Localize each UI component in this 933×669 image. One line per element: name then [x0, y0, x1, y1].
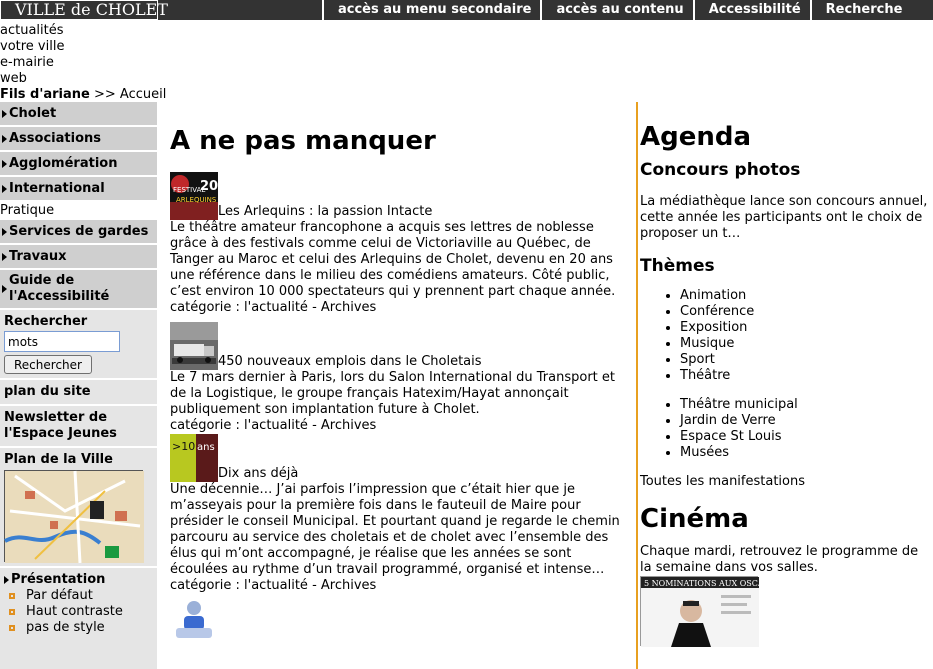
venue-item[interactable]: • Théâtre municipal: [680, 397, 933, 413]
quick-link-news[interactable]: actualités: [0, 23, 64, 38]
themes-title: Thèmes: [640, 256, 715, 276]
svg-text:ans: ans: [197, 442, 215, 453]
city-map-image[interactable]: [4, 470, 143, 562]
presentation-option-label: Par défaut: [26, 588, 93, 603]
news-category[interactable]: catégorie : l'actualité - Archives: [170, 418, 377, 433]
trucks-photo-icon: [170, 322, 218, 370]
top-bar: [0, 0, 933, 20]
square-bullet-icon: [9, 625, 15, 631]
theme-item[interactable]: • Théâtre: [680, 368, 933, 384]
presentation-options: [4, 588, 153, 636]
agenda-title: Agenda: [640, 122, 752, 152]
sidebar-item-label: Agglomération: [9, 156, 118, 171]
newsletter-block: [0, 406, 157, 448]
news-thumbnail[interactable]: [170, 434, 218, 482]
presentation-option[interactable]: [9, 588, 153, 604]
newsletter-link[interactable]: Newsletter de l'Espace Jeunes: [4, 410, 117, 441]
theme-item[interactable]: • Animation: [680, 288, 933, 304]
sidebar-label-pratique: Pratique: [0, 202, 157, 220]
svg-text:>10: >10: [172, 440, 196, 453]
theme-item[interactable]: • Exposition: [680, 320, 933, 336]
presentation-title: [4, 572, 153, 588]
news-item: [170, 322, 628, 434]
arrow-right-icon: [2, 253, 7, 261]
breadcrumb-separator: >>: [93, 87, 116, 102]
cinema-title: Cinéma: [640, 504, 749, 534]
site-logo[interactable]: VILLE de CHOLET: [0, 0, 158, 20]
festival-poster-icon: [170, 172, 218, 220]
link-content[interactable]: accès au contenu: [540, 0, 692, 20]
venue-item[interactable]: • Musées: [680, 445, 933, 461]
news-body: Le théâtre amateur francophone a acquis ses lettres de noblesse grâce à des festivals comme celui de Victoriaville au Québec, de Tanger au Maroc et celui des Arlequins de Cholet, devenu en 20 ans une référence dans le milieu des comédiens amateurs. Côté public, c’est environ 10 000 spectateurs qui y prennent part chaque année.: [170, 220, 616, 299]
sidebar-item-label: Associations: [9, 131, 101, 146]
news-item: [170, 594, 628, 642]
svg-text:ARLEQUINS: ARLEQUINS: [176, 196, 217, 204]
main-content: [170, 102, 628, 642]
sidebar-item-label: International: [9, 181, 105, 196]
poster-headline: 5 NOMINATIONS AUX OSCARS: [644, 579, 776, 588]
news-item: [170, 172, 628, 316]
movie-poster-icon: [641, 577, 776, 647]
breadcrumb-current: Accueil: [119, 87, 167, 102]
sidebar-item-travaux[interactable]: [0, 245, 157, 270]
city-map-block: [0, 448, 157, 568]
news-thumbnail[interactable]: [170, 322, 218, 370]
arrow-right-icon: [2, 160, 7, 168]
right-column: [640, 102, 933, 646]
arrow-right-icon: [2, 185, 7, 193]
map-icon: [5, 471, 144, 563]
sidebar-item-label: Travaux: [9, 249, 67, 264]
arrow-right-icon: [2, 135, 7, 143]
sitemap-block: [0, 380, 157, 406]
contest-text: La médiathèque lance son concours annuel, cette année les participants ont le choix de proposer un t…: [640, 194, 928, 241]
presentation-option-label: Haut contraste: [26, 604, 123, 619]
sidebar-item-accessibility-guide[interactable]: [0, 270, 157, 310]
sidebar-item-international[interactable]: [0, 177, 157, 202]
news-thumbnail[interactable]: [170, 594, 218, 642]
sidebar-item-associations[interactable]: [0, 127, 157, 152]
square-bullet-icon: [9, 593, 15, 599]
column-divider: [636, 102, 638, 669]
news-body: Le 7 mars dernier à Paris, lors du Salon International du Transport et de la Logistique, le groupe français Hatexim/Hayat annonçait publiquement son implantation future à Cholet.: [170, 370, 615, 417]
ten-years-badge-icon: [170, 434, 218, 482]
themes-list: [640, 288, 933, 384]
presentation-option-label: pas de style: [26, 620, 105, 635]
quick-link-web[interactable]: web: [0, 71, 27, 86]
venue-item[interactable]: • Jardin de Verre: [680, 413, 933, 429]
cinema-text: Chaque mardi, retrouvez le programme de la semaine dans vos salles.: [640, 544, 919, 575]
presentation-option[interactable]: [9, 620, 153, 636]
quick-link-emairie[interactable]: e-mairie: [0, 55, 54, 70]
sidebar-item-services-gardes[interactable]: [0, 220, 157, 245]
top-links: [322, 0, 911, 20]
sidebar: [0, 102, 157, 669]
link-accessibility[interactable]: Accessibilité: [693, 0, 810, 20]
figure-illustration-icon: [170, 594, 218, 642]
link-search[interactable]: Recherche: [810, 0, 912, 20]
arrow-right-icon: [2, 228, 7, 236]
sidebar-item-label: Guide de l'Accessibilité: [9, 273, 110, 304]
sitemap-link[interactable]: plan du site: [4, 384, 91, 399]
news-body: Une décennie… J’ai parfois l’impression que c’était hier que je m’asseyais pour la première fois dans le fauteuil de Maire pour présider le conseil Municipal. Et pourtant quand je regarde le chemin parcouru au service des choletais et de cholet avec l’ensemble des élus qui m’ont accompagné, je réalise que les années se sont écoulées au rythme d’un travail programmé, organisé et intense…: [170, 482, 620, 577]
presentation-block: [0, 568, 157, 642]
news-title[interactable]: Dix ans déjà: [218, 466, 299, 481]
all-events-link[interactable]: Toutes les manifestations: [640, 474, 806, 489]
news-item: [170, 434, 628, 594]
link-secondary-menu[interactable]: accès au menu secondaire: [322, 0, 540, 20]
breadcrumb-label: Fils d'ariane: [0, 87, 90, 102]
search-label: Rechercher: [4, 314, 88, 329]
search-input[interactable]: [4, 331, 120, 352]
sidebar-item-label: Cholet: [9, 106, 57, 121]
svg-text:20: 20: [200, 179, 219, 194]
arrow-right-icon: [2, 285, 7, 293]
news-title[interactable]: 450 nouveaux emplois dans le Choletais: [218, 354, 482, 369]
contest-title[interactable]: Concours photos: [640, 160, 801, 180]
square-bullet-icon: [9, 609, 15, 615]
sidebar-item-cholet[interactable]: [0, 102, 157, 127]
news-category[interactable]: catégorie : l'actualité - Archives: [170, 300, 377, 315]
quick-links: [0, 23, 64, 87]
search-button[interactable]: Rechercher: [4, 355, 92, 374]
quick-link-city[interactable]: votre ville: [0, 39, 65, 54]
breadcrumb: [0, 87, 166, 103]
theme-item[interactable]: • Musique: [680, 336, 933, 352]
arrow-right-icon: [2, 110, 7, 118]
news-thumbnail[interactable]: [170, 172, 218, 220]
svg-text:FESTIVAL: FESTIVAL: [173, 186, 206, 194]
venues-list: [640, 397, 933, 461]
venue-item[interactable]: • Espace St Louis: [680, 429, 933, 445]
page-title: A ne pas manquer: [170, 126, 436, 156]
theme-item[interactable]: • Conférence: [680, 304, 933, 320]
city-map-link[interactable]: Plan de la Ville: [4, 452, 113, 467]
sidebar-item-agglomeration[interactable]: [0, 152, 157, 177]
news-category[interactable]: catégorie : l'actualité - Archives: [170, 578, 377, 593]
presentation-option[interactable]: [9, 604, 153, 620]
search-box: [0, 310, 157, 380]
arrow-right-icon: [4, 576, 9, 584]
cinema-poster[interactable]: [640, 576, 776, 646]
sidebar-item-label: Services de gardes: [9, 224, 149, 239]
theme-item[interactable]: • Sport: [680, 352, 933, 368]
presentation-title-text: Présentation: [11, 572, 106, 587]
news-title[interactable]: Les Arlequins : la passion Intacte: [218, 204, 433, 219]
